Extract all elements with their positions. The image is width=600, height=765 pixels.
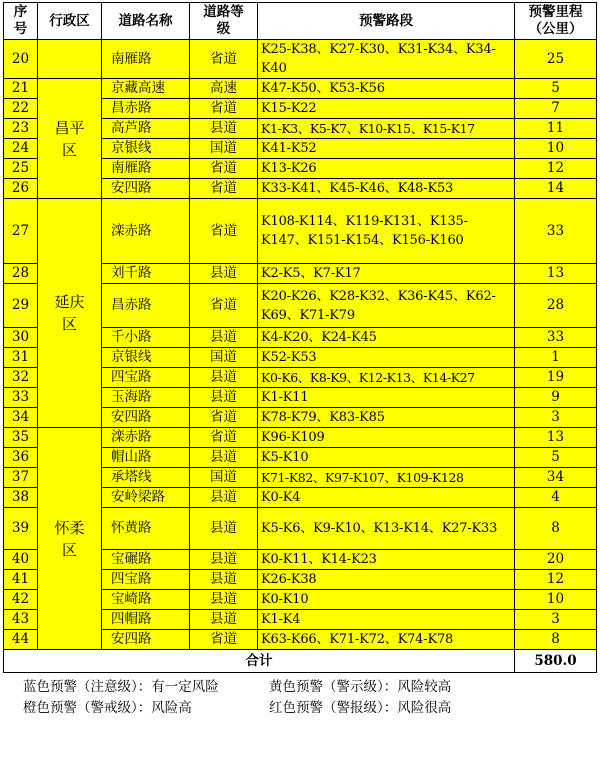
- cell-grade: 县道: [190, 508, 258, 550]
- cell-segment: K0-K11、K14-K23: [258, 550, 515, 570]
- cell-road: 四宝路: [102, 368, 190, 388]
- cell-seq: 40: [4, 550, 38, 570]
- cell-seq: 28: [4, 264, 38, 284]
- header-road: 道路名称: [102, 3, 190, 40]
- cell-grade: 省道: [190, 199, 258, 264]
- cell-road: 昌赤路: [102, 284, 190, 328]
- legend-red: 红色预警（警报级）：风险很高: [269, 700, 452, 716]
- legend-yellow: 黄色预警（警示级）：风险较高: [269, 679, 452, 695]
- header-grade: 道路等级: [190, 3, 258, 40]
- cell-segment: K0-K6、K8-K9、K12-K13、K14-K27: [258, 368, 515, 388]
- cell-segment: K5-K10: [258, 448, 515, 468]
- cell-road: 刘千路: [102, 264, 190, 284]
- header-segment: 预警路段: [258, 3, 515, 40]
- cell-road: 怀黄路: [102, 508, 190, 550]
- total-value: 580.0: [515, 650, 597, 673]
- cell-seq: 41: [4, 570, 38, 590]
- cell-segment: K4-K20、K24-K45: [258, 328, 515, 348]
- cell-segment: K33-K41、K45-K46、K48-K53: [258, 179, 515, 199]
- cell-grade: 县道: [190, 488, 258, 508]
- total-label: 合计: [4, 650, 515, 673]
- cell-distance: 1: [515, 348, 597, 368]
- cell-segment: K1-K3、K5-K7、K10-K15、K15-K17: [258, 119, 515, 139]
- cell-segment: K78-K79、K83-K85: [258, 408, 515, 428]
- cell-road: 千小路: [102, 328, 190, 348]
- cell-distance: 33: [515, 328, 597, 348]
- cell-segment: K26-K38: [258, 570, 515, 590]
- cell-segment: K52-K53: [258, 348, 515, 368]
- cell-distance: 12: [515, 159, 597, 179]
- cell-distance: 28: [515, 284, 597, 328]
- cell-grade: 县道: [190, 119, 258, 139]
- cell-segment: K1-K4: [258, 610, 515, 630]
- cell-grade: 国道: [190, 468, 258, 488]
- table-row: [4, 79, 597, 99]
- cell-grade: 省道: [190, 630, 258, 650]
- legend-blue: 蓝色预警（注意级）：有一定风险: [23, 679, 219, 695]
- district-label: 延庆区: [54, 293, 85, 333]
- cell-road: 四帽路: [102, 610, 190, 630]
- cell-segment: K47-K50、K53-K56: [258, 79, 515, 99]
- cell-road: 四宝路: [102, 570, 190, 590]
- cell-segment: K15-K22: [258, 99, 515, 119]
- cell-distance: 8: [515, 508, 597, 550]
- cell-grade: 省道: [190, 159, 258, 179]
- header-seq: 序号: [4, 3, 38, 40]
- cell-seq: 27: [4, 199, 38, 264]
- cell-seq: 25: [4, 159, 38, 179]
- cell-segment: K5-K6、K9-K10、K13-K14、K27-K33: [258, 508, 515, 550]
- cell-seq: 43: [4, 610, 38, 630]
- cell-segment: K20-K26、K28-K32、K36-K45、K62-K69、K71-K79: [258, 284, 515, 328]
- cell-distance: 10: [515, 139, 597, 159]
- cell-grade: 县道: [190, 590, 258, 610]
- cell-grade: 高速: [190, 79, 258, 99]
- header-distance: 预警里程（公里）: [515, 3, 597, 40]
- cell-distance: 34: [515, 468, 597, 488]
- cell-seq: 36: [4, 448, 38, 468]
- total-row: [4, 650, 597, 673]
- cell-seq: 42: [4, 590, 38, 610]
- warning-table-container: [3, 2, 596, 719]
- cell-distance: 4: [515, 488, 597, 508]
- cell-road: 安四路: [102, 408, 190, 428]
- cell-seq: 37: [4, 468, 38, 488]
- cell-distance: 5: [515, 448, 597, 468]
- cell-grade: 县道: [190, 368, 258, 388]
- cell-grade: 省道: [190, 408, 258, 428]
- cell-road: 宝崎路: [102, 590, 190, 610]
- cell-grade: 县道: [190, 264, 258, 284]
- cell-road: 昌赤路: [102, 99, 190, 119]
- cell-district-changping: [38, 79, 102, 199]
- cell-distance: 14: [515, 179, 597, 199]
- cell-segment: K13-K26: [258, 159, 515, 179]
- cell-segment: K25-K38、K27-K30、K31-K34、K34-K40: [258, 40, 515, 79]
- cell-distance: 7: [515, 99, 597, 119]
- table-row: [4, 199, 597, 264]
- cell-road: 安四路: [102, 179, 190, 199]
- cell-seq: 23: [4, 119, 38, 139]
- cell-seq: 39: [4, 508, 38, 550]
- cell-grade: 县道: [190, 550, 258, 570]
- cell-grade: 省道: [190, 284, 258, 328]
- cell-distance: 9: [515, 388, 597, 408]
- cell-seq: 38: [4, 488, 38, 508]
- cell-road: 京藏高速: [102, 79, 190, 99]
- district-label: 昌平区: [54, 118, 85, 159]
- cell-road: 滦赤路: [102, 199, 190, 264]
- cell-segment: K1-K11: [258, 388, 515, 408]
- cell-seq: 24: [4, 139, 38, 159]
- cell-segment: K108-K114、K119-K131、K135-K147、K151-K154、K156-K160: [258, 199, 515, 264]
- table-row: [4, 428, 597, 448]
- cell-grade: 省道: [190, 40, 258, 79]
- cell-seq: 32: [4, 368, 38, 388]
- cell-distance: 33: [515, 199, 597, 264]
- cell-grade: 县道: [190, 388, 258, 408]
- legend-row: [23, 698, 596, 719]
- table-header-row: [4, 3, 597, 40]
- cell-distance: 10: [515, 590, 597, 610]
- cell-seq: 35: [4, 428, 38, 448]
- cell-distance: 8: [515, 630, 597, 650]
- header-district: 行政区: [38, 3, 102, 40]
- cell-grade: 县道: [190, 448, 258, 468]
- cell-segment: K2-K5、K7-K17: [258, 264, 515, 284]
- cell-seq: 29: [4, 284, 38, 328]
- road-warning-table: [3, 2, 597, 673]
- cell-segment: K71-K82、K97-K107、K109-K128: [258, 468, 515, 488]
- cell-seq: 34: [4, 408, 38, 428]
- cell-segment: K96-K109: [258, 428, 515, 448]
- cell-road: 帽山路: [102, 448, 190, 468]
- district-label: 怀柔区: [54, 518, 85, 559]
- cell-segment: K63-K66、K71-K72、K74-K78: [258, 630, 515, 650]
- cell-road: 南雁路: [102, 159, 190, 179]
- cell-road: 承塔线: [102, 468, 190, 488]
- cell-road: 高芦路: [102, 119, 190, 139]
- cell-road: 安四路: [102, 630, 190, 650]
- cell-grade: 国道: [190, 348, 258, 368]
- cell-distance: 11: [515, 119, 597, 139]
- cell-seq: 31: [4, 348, 38, 368]
- cell-distance: 13: [515, 428, 597, 448]
- cell-road: 安岭梁路: [102, 488, 190, 508]
- cell-grade: 省道: [190, 179, 258, 199]
- cell-district-yanqing: [38, 199, 102, 428]
- cell-segment: K0-K4: [258, 488, 515, 508]
- cell-seq: 26: [4, 179, 38, 199]
- cell-distance: 25: [515, 40, 597, 79]
- cell-road: 宝碾路: [102, 550, 190, 570]
- cell-grade: 县道: [190, 328, 258, 348]
- cell-distance: 3: [515, 610, 597, 630]
- warning-level-legend: [3, 677, 596, 719]
- cell-seq: 30: [4, 328, 38, 348]
- cell-distance: 12: [515, 570, 597, 590]
- legend-orange: 橙色预警（警戒级）：风险高: [23, 700, 192, 716]
- cell-segment: K0-K10: [258, 590, 515, 610]
- cell-distance: 19: [515, 368, 597, 388]
- cell-distance: 20: [515, 550, 597, 570]
- cell-seq: 33: [4, 388, 38, 408]
- cell-road: 南雁路: [102, 40, 190, 79]
- cell-distance: 5: [515, 79, 597, 99]
- table-row: [4, 40, 597, 79]
- cell-seq: 21: [4, 79, 38, 99]
- cell-grade: 国道: [190, 139, 258, 159]
- cell-district-empty: [38, 40, 102, 79]
- cell-grade: 省道: [190, 428, 258, 448]
- cell-road: 京银线: [102, 139, 190, 159]
- cell-seq: 44: [4, 630, 38, 650]
- cell-grade: 县道: [190, 610, 258, 630]
- cell-road: 玉海路: [102, 388, 190, 408]
- cell-seq: 20: [4, 40, 38, 79]
- cell-road: 滦赤路: [102, 428, 190, 448]
- cell-segment: K41-K52: [258, 139, 515, 159]
- cell-seq: 22: [4, 99, 38, 119]
- cell-district-huairou: [38, 428, 102, 650]
- legend-row: [23, 677, 596, 698]
- cell-grade: 省道: [190, 99, 258, 119]
- cell-distance: 13: [515, 264, 597, 284]
- cell-grade: 县道: [190, 570, 258, 590]
- cell-distance: 3: [515, 408, 597, 428]
- cell-road: 京银线: [102, 348, 190, 368]
